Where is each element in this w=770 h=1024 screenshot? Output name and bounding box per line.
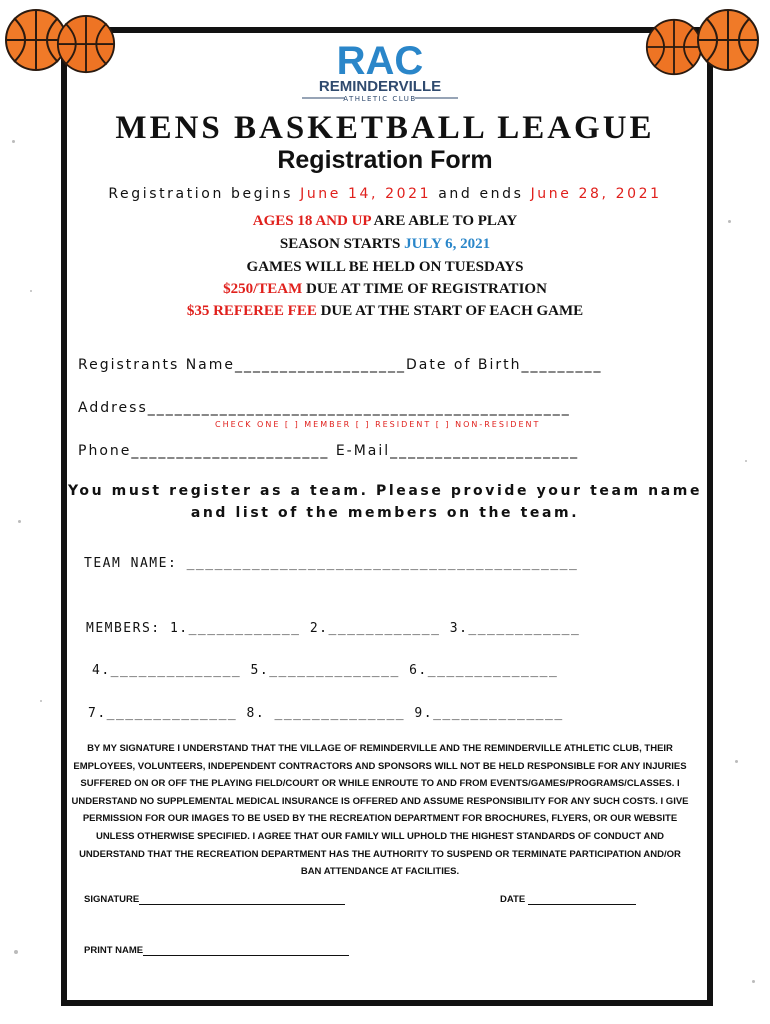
- print-name-field[interactable]: [84, 944, 349, 956]
- season-text: SEASON STARTS: [279, 236, 401, 252]
- liability-waiver: BY MY SIGNATURE I UNDERSTAND THAT THE VILLAGE OF REMINDERVILLE AND THE REMINDERVILLE ATHLETIC CLUB, THEIR EMPLOYEES, VOLUNTEERS, INDEPENDENT CONTRACTORS AND SPONSORS WILL NOT BE HELD RESPONSIBLE FOR ANY INJURIES SUFFERED ON OR OFF THE PLAYING FIELD/COURT OR WHILE ENROUTE TO AND FROM EVENTS/GAMES/PROGRAMS/CLASSES. I UNDERSTAND NO SUPPLEMENTAL MEDICAL INSURANCE IS OFFERED AND ASSUME RESPONSIBILITY FOR ANY SUCH COSTS. I GIVE PERMISSION FOR OUR IMAGES TO BE USED BY THE RECREATION DEPARTMENT FOR BROCHURES, FLYERS, OR OUR WEBSITE UNLESS OTHERWISE SPECIFIED. I AGREE THAT OUR FAMILY WILL UPHOLD THE HIGHEST STANDARDS OF CONDUCT AND UNDERSTAND THAT THE RECREATION DEPARTMENT HAS THE AUTHORITY TO SUSPEND OR TERMINATE PARTICIPATION AND/OR BAN ATTENDANCE AT FACILITIES.: [71, 743, 689, 878]
- referee-fee-line: [0, 303, 770, 320]
- registration-ends-text: and ends: [438, 186, 524, 202]
- logo-name: REMINDERVILLE: [318, 78, 442, 95]
- signature-label: SIGNATURE: [84, 894, 140, 905]
- members-row-3[interactable]: 7.______________ 8. ______________ 9.______________: [88, 706, 564, 721]
- ages-text: ARE ABLE TO PLAY: [373, 213, 518, 229]
- referee-fee-text: DUE AT THE START OF EACH GAME: [320, 303, 584, 319]
- fee-line: [0, 281, 770, 298]
- reminderville-logo: [300, 38, 460, 104]
- basketball-icon: [56, 14, 116, 74]
- phone-email-field[interactable]: Phone______________________ E-Mail_____________________: [78, 443, 580, 459]
- members-row-2[interactable]: 4.______________ 5.______________ 6.______________: [92, 663, 559, 678]
- logo-letters: RAC: [336, 39, 424, 83]
- fee-highlight: $250/TEAM: [223, 281, 303, 297]
- registration-begin-date: June 14, 2021: [300, 186, 432, 202]
- team-note-line1: You must register as a team. Please provide your team name: [67, 483, 703, 499]
- residency-checkboxes[interactable]: CHECK ONE [ ] MEMBER [ ] RESIDENT [ ] NON-RESIDENT: [215, 420, 541, 429]
- games-line: GAMES WILL BE HELD ON TUESDAYS: [246, 259, 524, 275]
- fee-text: DUE AT TIME OF REGISTRATION: [306, 281, 547, 297]
- logo-tagline: ATHLETIC CLUB: [343, 95, 417, 103]
- members-row-1[interactable]: MEMBERS: 1.____________ 2.____________ 3.____________: [86, 621, 581, 636]
- basketball-icon: [645, 18, 703, 76]
- registration-end-date: June 28, 2021: [530, 186, 662, 202]
- registration-dates: [0, 186, 770, 202]
- print-name-label: PRINT NAME: [84, 945, 144, 956]
- registration-begins-text: Registration begins: [108, 186, 294, 202]
- season-line: [0, 236, 770, 253]
- registrants-name-field[interactable]: Registrants Name___________________Date of Birth_________: [78, 357, 603, 373]
- ages-highlight: AGES 18 AND UP: [252, 213, 371, 229]
- date-label: DATE: [500, 894, 526, 905]
- team-name-field[interactable]: TEAM NAME: __________________________________________: [84, 556, 579, 571]
- referee-fee-highlight: $35 REFEREE FEE: [186, 303, 317, 319]
- form-subtitle: Registration Form: [277, 146, 493, 174]
- ages-line: [0, 213, 770, 230]
- address-field[interactable]: Address_______________________________________________: [78, 400, 571, 416]
- basketball-icon: [696, 8, 760, 72]
- signature-field[interactable]: [84, 893, 345, 905]
- team-note-line2: and list of the members on the team.: [190, 505, 580, 521]
- page-title: MENS BASKETBALL LEAGUE: [115, 110, 655, 146]
- season-date: JULY 6, 2021: [404, 236, 491, 252]
- date-field[interactable]: [500, 893, 636, 905]
